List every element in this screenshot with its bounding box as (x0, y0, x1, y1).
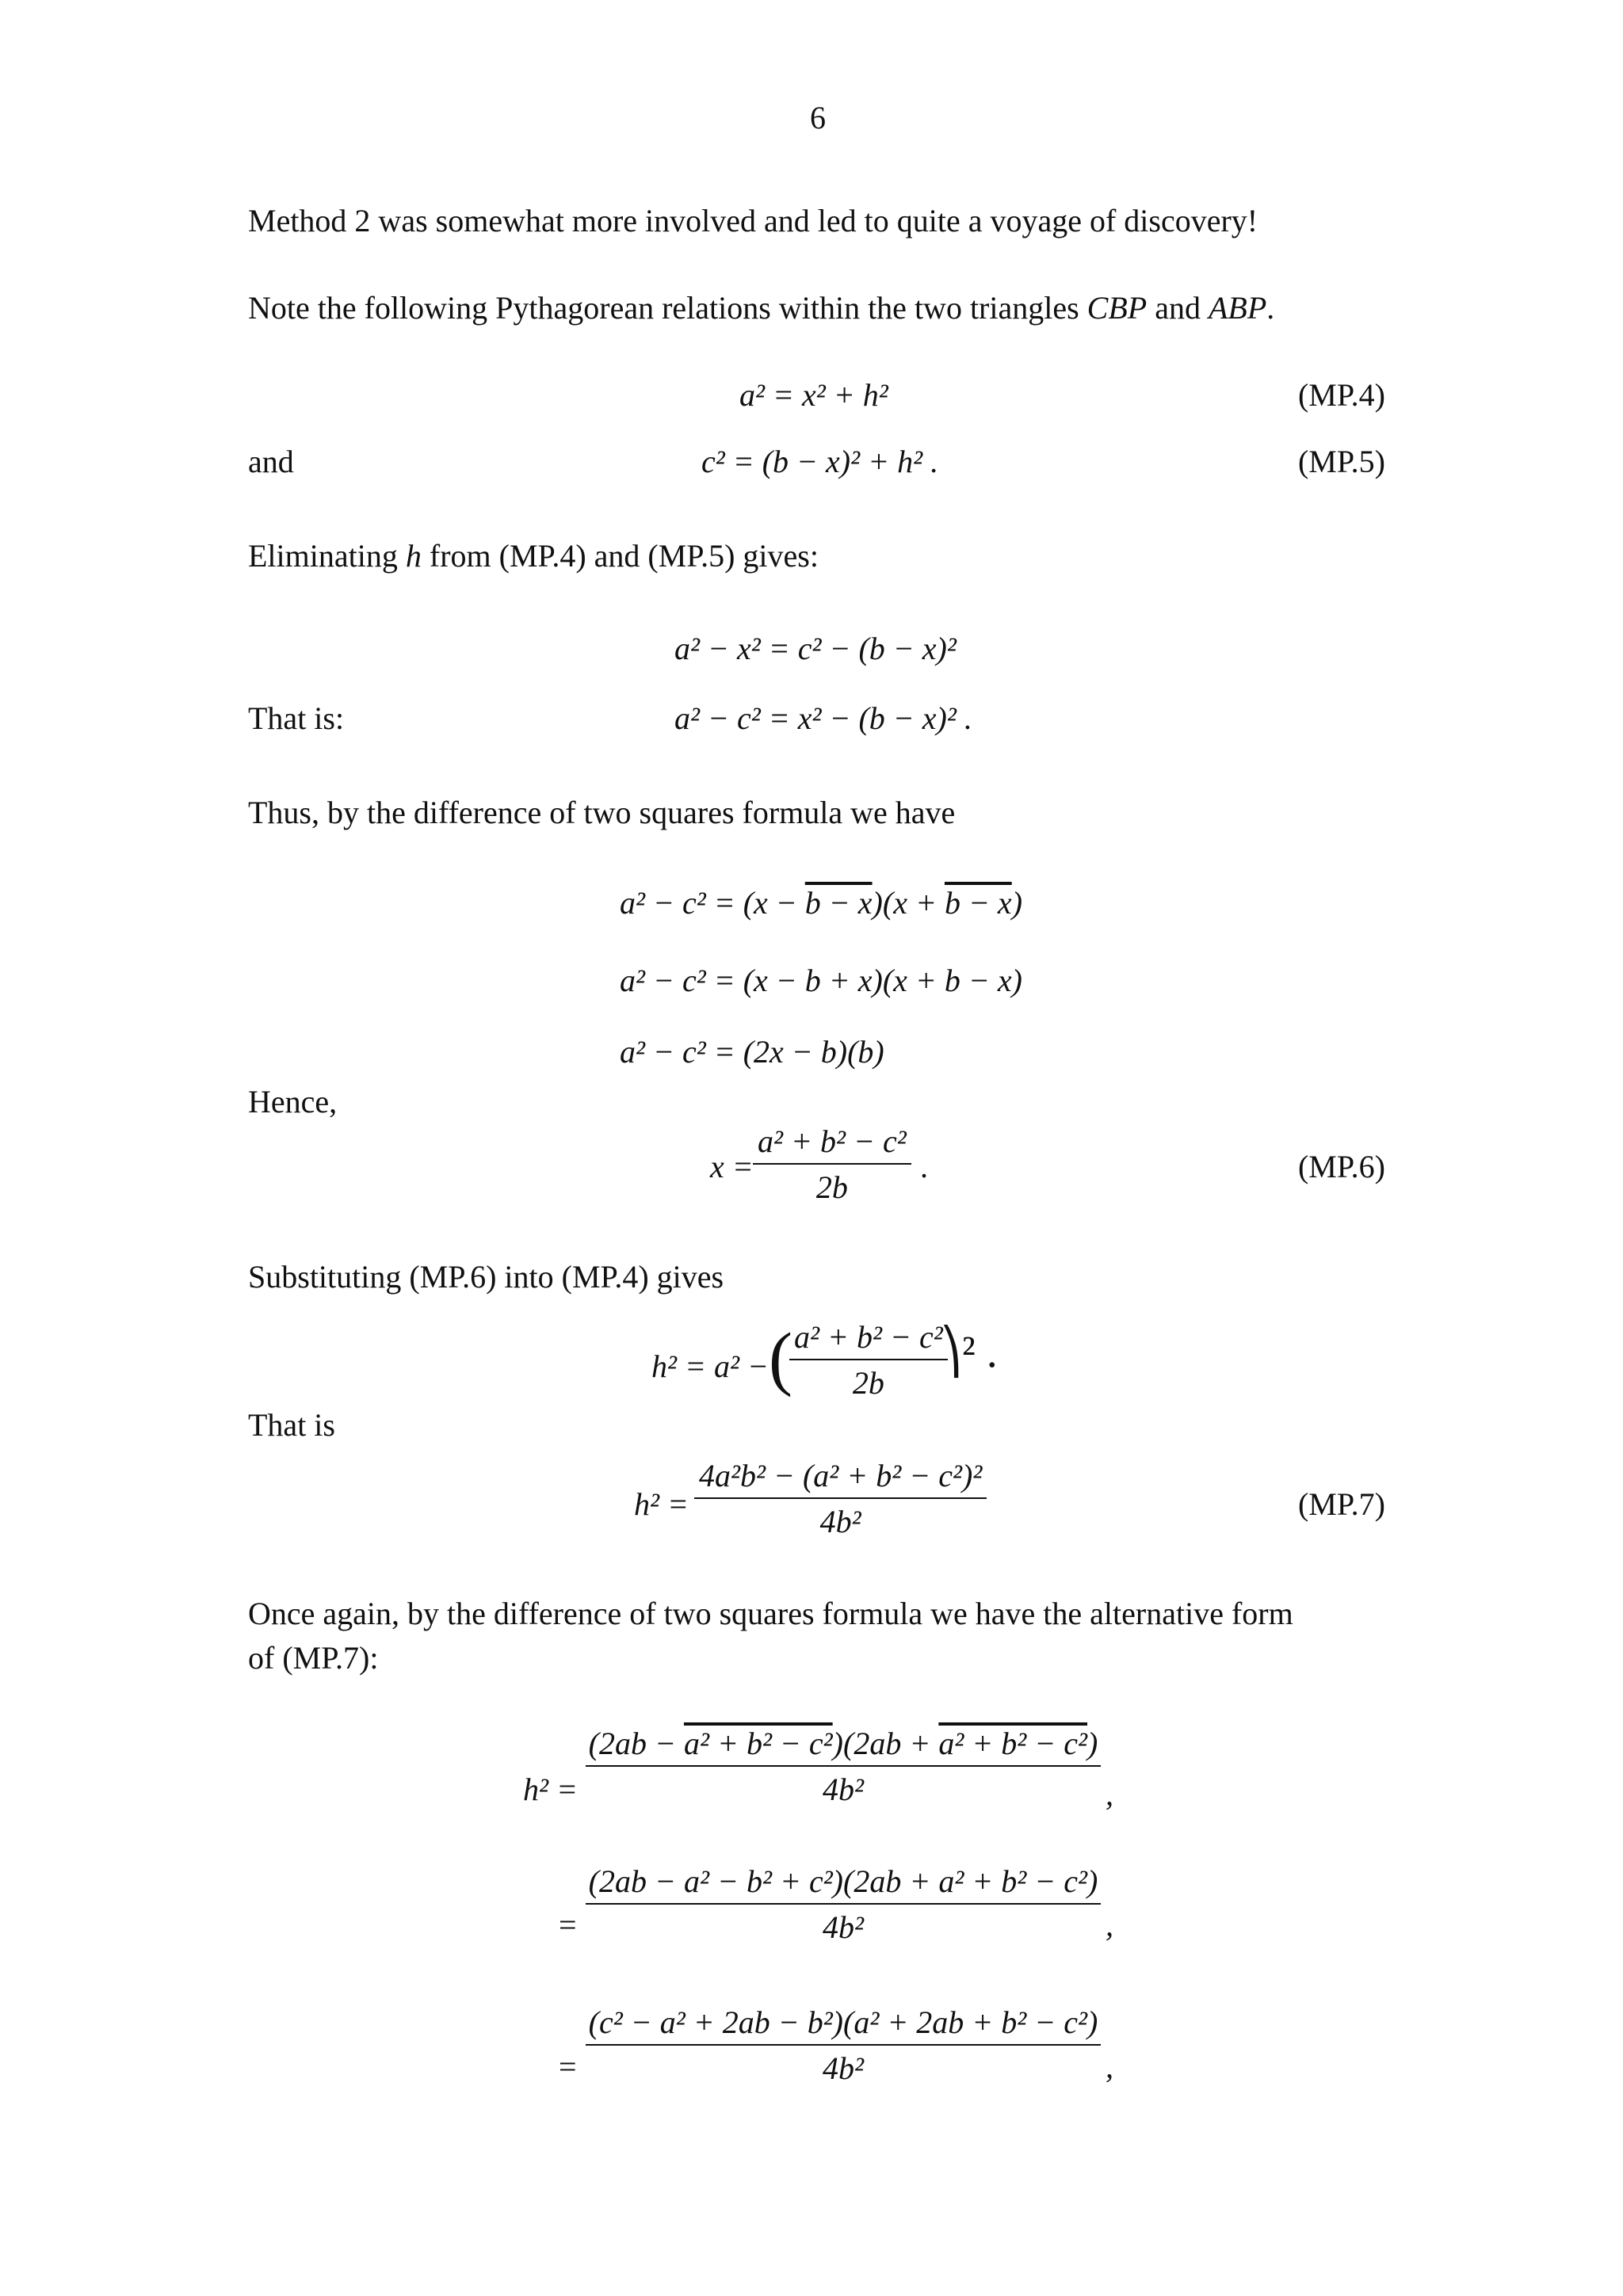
equation-elim-2: a² − c² = x² − (b − x)² . (674, 700, 972, 736)
mp6-lhs: x = (710, 1149, 754, 1184)
mp7-lhs: h² = (634, 1486, 689, 1522)
denominator: 4b² (823, 1772, 864, 1807)
paragraph-method2: Method 2 was somewhat more involved and led to quite a voyage of discovery! (248, 203, 1258, 238)
text: Note the following Pythagorean relations within the two triangles (248, 290, 1087, 326)
page-number: 6 (810, 100, 826, 135)
f1-comma: , (1106, 1776, 1113, 1812)
text-and: and (248, 444, 294, 479)
label-mp7: (MP.7) (1297, 1486, 1385, 1522)
label-mp4: (MP.4) (1297, 377, 1385, 413)
paragraph-once-again-1: Once again, by the difference of two squares formula we have the alternative form (248, 1596, 1293, 1631)
numerator: a² + b² − c² (758, 1123, 907, 1159)
text-that-is: That is: (248, 700, 345, 736)
numerator (584, 1726, 1103, 1765)
text: and (1147, 290, 1209, 326)
equation-diff-3: a² − c² = (2x − b)(b) (620, 1034, 884, 1070)
eq-part: ) (1087, 1726, 1098, 1761)
f3-comma: , (1106, 2049, 1113, 2084)
eq-part: ) (1011, 885, 1023, 921)
mp6-fraction (753, 1123, 911, 1207)
equation-mp5: c² = (b − x)² + h² . (701, 444, 939, 479)
f2-comma: , (1106, 1907, 1113, 1943)
denominator: 2b (852, 1365, 884, 1401)
denominator: 4b² (819, 1504, 861, 1539)
equation-mp4: a² = x² + h² (739, 377, 888, 413)
denominator: 2b (815, 1169, 848, 1205)
eq-part: a² − c² = (x − (620, 885, 805, 921)
mp6-end: . (921, 1149, 929, 1184)
text: from (MP.4) and (MP.5) gives: (421, 538, 819, 574)
equation-elim-1: a² − x² = c² − (b − x)² (674, 631, 957, 666)
f2-lhs: = (559, 1907, 577, 1943)
text: . (1266, 290, 1275, 326)
triangle-cbp: CBP (1086, 290, 1148, 326)
text-that-is-2: That is (248, 1407, 335, 1443)
mp7-fraction (694, 1458, 987, 1542)
eq-part: )(2ab + (832, 1726, 939, 1761)
eq-part: )(x + (872, 885, 945, 921)
f3-lhs: = (559, 2049, 577, 2084)
h-eq-close-paren-squared: ⎞² . (940, 1328, 998, 1377)
paragraph-thus: Thus, by the difference of two squares formula we have (248, 795, 956, 830)
var-h: h (405, 538, 422, 574)
paragraph-eliminating (248, 536, 819, 576)
label-mp5: (MP.5) (1297, 444, 1385, 479)
paragraph-once-again-2: of (MP.7): (248, 1640, 379, 1676)
equation-diff-1 (620, 883, 1022, 923)
paragraph-substituting: Substituting (MP.6) into (MP.4) gives (248, 1259, 724, 1295)
equation-diff-2: a² − c² = (x − b + x)(x + b − x) (620, 963, 1022, 998)
denominator: 4b² (823, 2050, 864, 2086)
numerator: a² + b² − c² (794, 1319, 943, 1355)
numerator: (c² − a² + 2ab − b²)(a² + 2ab + b² − c²) (588, 2004, 1098, 2040)
f3-fraction (586, 2004, 1101, 2088)
overlined-term: b − x (944, 885, 1012, 921)
paragraph-pythagorean (248, 288, 1274, 328)
h-eq-open-paren: ( (769, 1319, 792, 1398)
numerator: 4a²b² − (a² + b² − c²)² (699, 1458, 983, 1493)
f2-fraction (586, 1863, 1101, 1947)
denominator: 4b² (823, 1909, 864, 1945)
h-eq-lhs: h² = a² − (651, 1348, 769, 1384)
overlined-term: a² + b² − c² (683, 1726, 833, 1761)
text-hence: Hence, (248, 1084, 338, 1119)
overlined-term: b − x (804, 885, 873, 921)
eq-part: (2ab − (588, 1726, 684, 1761)
overlined-term: a² + b² − c² (938, 1726, 1088, 1761)
numerator: (2ab − a² − b² + c²)(2ab + a² + b² − c²) (588, 1863, 1098, 1899)
h-eq-fraction (789, 1319, 948, 1403)
label-mp6: (MP.6) (1297, 1149, 1385, 1184)
triangle-abp: ABP (1208, 290, 1267, 326)
f1-lhs: h² = (523, 1772, 578, 1807)
text: Eliminating (248, 538, 406, 574)
f1-fraction (586, 1726, 1101, 1810)
